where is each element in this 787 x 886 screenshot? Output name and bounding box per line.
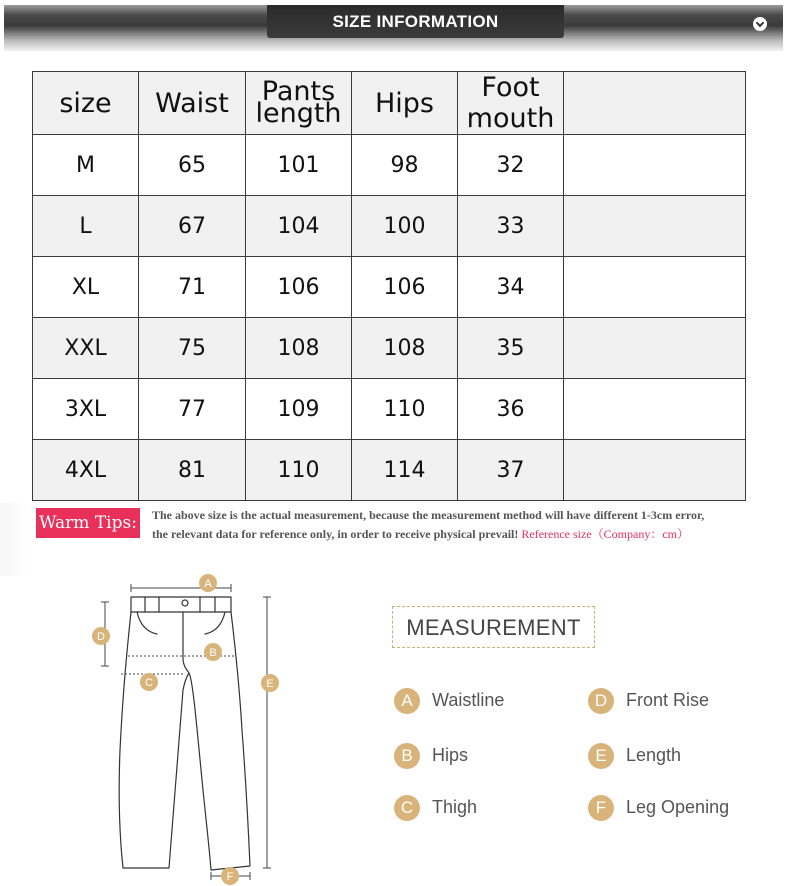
table-row [33,318,746,379]
table-row [33,440,746,501]
header-cell-pants-length: Pants length [246,72,352,135]
tips-line-2-text: the relevant data for reference only, in order to receive physical prevail! [152,527,519,541]
pants-right-pocket [205,612,225,634]
cell-size: M [33,135,139,196]
cell-size: 3XL [33,379,139,440]
measurement-title: MEASUREMENT [406,615,581,640]
cell-waist: 77 [139,379,246,440]
pants-button [182,600,188,606]
cell-foot-mouth: 36 [458,379,564,440]
cell-size: 4XL [33,440,139,501]
legend-label: Leg Opening [626,797,730,817]
cell-pants-length: 106 [246,257,352,318]
cell-hips: 114 [352,440,458,501]
cell-foot-mouth: 33 [458,196,564,257]
table-row [33,135,746,196]
table-row [33,196,746,257]
marker-d-label: D [97,631,105,643]
table-row [33,379,746,440]
header-cell-hips: Hips [352,72,458,135]
cell-foot-mouth: 35 [458,318,564,379]
cell-empty [564,440,746,501]
legend-label: Waistline [432,690,505,710]
cell-foot-mouth: 37 [458,440,564,501]
letter-e-icon: E [588,743,614,769]
pants-left-pocket [137,612,157,634]
header-cell-waist: Waist [139,72,246,135]
cell-pants-length: 108 [246,318,352,379]
cell-waist: 75 [139,318,246,379]
table-row [33,257,746,318]
cell-pants-length: 101 [246,135,352,196]
header-cell-foot-mouth: Foot mouth [458,72,564,135]
legend-label: Front Rise [626,690,710,710]
pants-outline [119,612,250,870]
cell-hips: 110 [352,379,458,440]
header-cell-size: size [33,72,139,135]
section-header [4,5,783,51]
tips-line-2 [152,525,782,544]
pants-belt-loops [145,597,215,612]
pants-waistband [131,597,231,612]
measure-line-length [263,597,274,868]
legend-label: Hips [432,745,469,765]
letter-f-icon: F [588,795,614,821]
reference-size-note: Reference size（Company：cm） [521,527,689,541]
decorative-fade [0,503,28,576]
cell-hips: 98 [352,135,458,196]
cell-empty [564,196,746,257]
cell-size: XL [33,257,139,318]
measurement-title-box [392,606,595,648]
header-title: SIZE INFORMATION [332,12,499,31]
header-cell-empty [564,72,746,135]
cell-empty [564,257,746,318]
marker-a-label: A [204,578,212,590]
warm-tips-badge: Warm Tips: [36,508,140,538]
legend-label: Length [626,745,682,765]
cell-hips: 108 [352,318,458,379]
letter-d-icon: D [588,688,614,714]
cell-empty [564,318,746,379]
cell-foot-mouth: 34 [458,257,564,318]
marker-e-label: E [266,678,274,690]
marker-c-label: C [145,677,153,689]
cell-pants-length: 104 [246,196,352,257]
pants-diagram [85,570,300,886]
cell-waist: 67 [139,196,246,257]
letter-c-icon: C [394,795,420,821]
marker-f-label: F [226,871,234,883]
cell-foot-mouth: 32 [458,135,564,196]
cell-waist: 81 [139,440,246,501]
cell-size: XXL [33,318,139,379]
cell-pants-length: 109 [246,379,352,440]
letter-a-icon: A [394,688,420,714]
cell-size: L [33,196,139,257]
tips-line-1: The above size is the actual measurement, because the measurement method will have different 1-3cm error, [152,508,705,522]
chevron-down-icon[interactable] [753,17,767,31]
letter-b-icon: B [394,743,420,769]
legend-label: Thigh [432,797,478,817]
marker-b-label: B [209,647,217,659]
size-table [32,71,746,501]
pants-fly [183,612,189,673]
cell-hips: 100 [352,196,458,257]
cell-hips: 106 [352,257,458,318]
table-header-row [33,72,746,135]
cell-waist: 65 [139,135,246,196]
cell-pants-length: 110 [246,440,352,501]
cell-waist: 71 [139,257,246,318]
cell-empty [564,135,746,196]
cell-empty [564,379,746,440]
header-tab [267,5,564,38]
warm-tips-text [152,506,782,544]
